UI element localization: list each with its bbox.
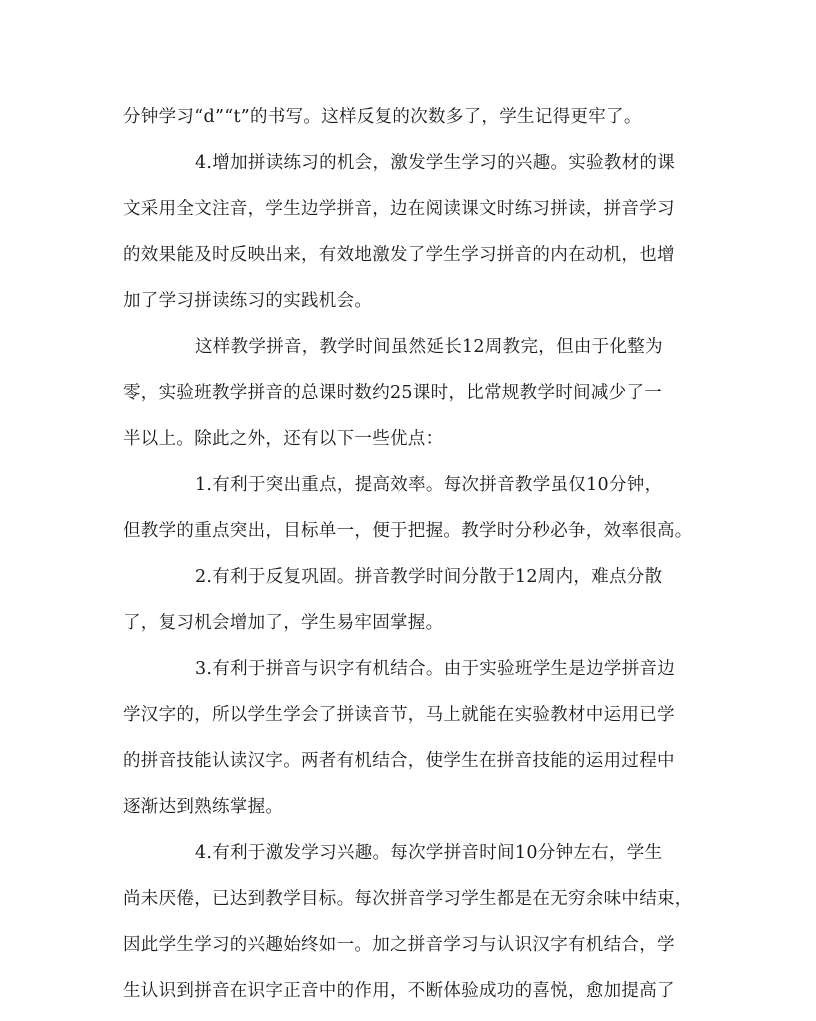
text-line: 分钟学习“d”“t”的书写。这样反复的次数多了，学生记得更牢了。: [123, 107, 642, 127]
text-line: 3.有利于拼音与识字有机结合。由于实验班学生是边学拼音边: [195, 659, 676, 679]
text-line: 因此学生学习的兴趣始终如一。加之拼音学习与认识汉字有机结合，学: [123, 935, 675, 955]
text-line: 的拼音技能认读汉字。两者有机结合，使学生在拼音技能的运用过程中: [123, 751, 675, 771]
text-line: 的效果能及时反映出来，有效地激发了学生学习拼音的内在动机，也增: [123, 245, 675, 265]
text-line: 1.有利于突出重点，提高效率。每次拼音教学虽仅10分钟，: [195, 475, 663, 495]
text-line: 学汉字的，所以学生学会了拼读音节，马上就能在实验教材中运用已学: [123, 705, 675, 725]
text-line: 2.有利于反复巩固。拼音教学时间分散于12周内，难点分散: [195, 567, 663, 587]
text-line: 但教学的重点突出，目标单一，便于把握。教学时分秒必争，效率很高。: [123, 521, 693, 541]
text-line: 生认识到拼音在识字正音中的作用，不断体验成功的喜悦，愈加提高了: [123, 981, 675, 1001]
text-line: 尚未厌倦，已达到教学目标。每次拼音学习学生都是在无穷余味中结束，: [123, 889, 693, 909]
text-line: 4.有利于激发学习兴趣。每次学拼音时间10分钟左右，学生: [195, 843, 663, 863]
text-line: 了，复习机会增加了，学生易牢固掌握。: [123, 613, 444, 633]
text-line: 4.增加拼读练习的机会，激发学生学习的兴趣。实验教材的课: [195, 153, 676, 173]
text-line: 加了学习拼读练习的实践机会。: [123, 291, 373, 311]
text-line: 文采用全文注音，学生边学拼音，边在阅读课文时练习拼读，拼音学习: [123, 199, 675, 219]
text-line: 零，实验班教学拼音的总课时数约25课时，比常规教学时间减少了一: [123, 383, 663, 403]
text-line: 逐渐达到熟练掌握。: [123, 797, 284, 817]
text-line: 半以上。除此之外，还有以下一些优点：: [123, 429, 444, 449]
text-line: 这样教学拼音，教学时间虽然延长12周教完，但由于化整为: [195, 337, 663, 357]
